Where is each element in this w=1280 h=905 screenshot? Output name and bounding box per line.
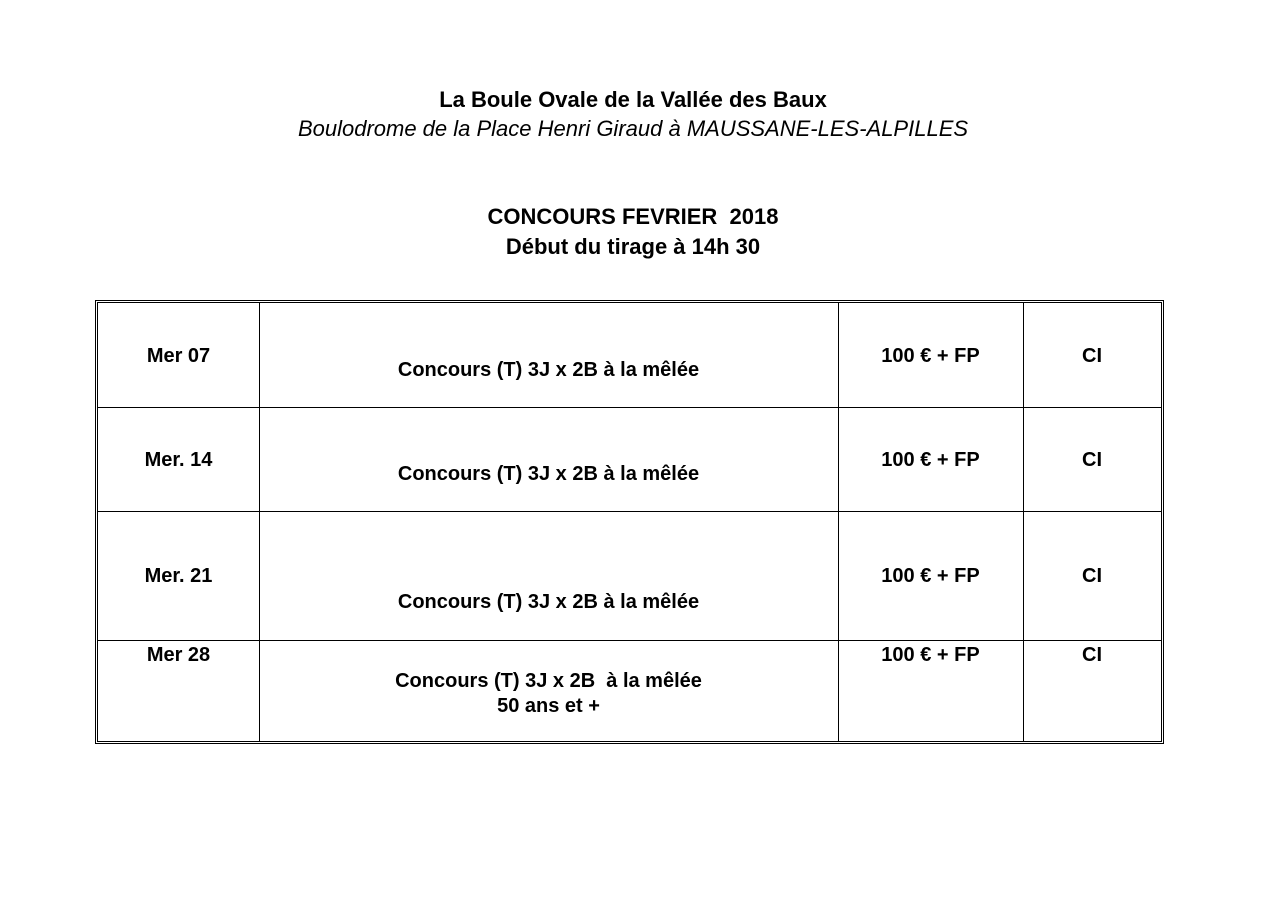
prize-cell <box>838 303 1024 407</box>
type-text: CI <box>1082 449 1102 471</box>
prize-text: 100 € + FP <box>881 345 980 367</box>
description-text: Concours (T) 3J x 2B à la mêlée <box>397 591 700 613</box>
description-note: 50 ans et + <box>497 695 600 717</box>
prize-text: 100 € + FP <box>881 644 980 666</box>
prize-cell <box>838 511 1024 640</box>
event-start-time: Début du tirage à 14h 30 <box>505 234 761 259</box>
date-cell <box>98 303 260 407</box>
date-cell <box>98 407 260 511</box>
schedule-table <box>95 300 1164 744</box>
page-title: La Boule Ovale de la Vallée des Baux <box>439 87 827 112</box>
description-text: Concours (T) 3J x 2B à la mêlée <box>397 359 700 381</box>
type-cell <box>1023 407 1161 511</box>
type-cell <box>1023 511 1161 640</box>
table-row <box>98 303 1161 408</box>
prize-text: 100 € + FP <box>881 565 980 587</box>
event-title: CONCOURS FEVRIER 2018 <box>487 204 779 229</box>
date-cell <box>98 640 260 741</box>
table-row <box>98 407 1161 512</box>
type-cell <box>1023 303 1161 407</box>
prize-text: 100 € + FP <box>881 449 980 471</box>
type-text: CI <box>1082 644 1102 666</box>
type-text: CI <box>1082 565 1102 587</box>
date-cell <box>98 511 260 640</box>
table-row <box>98 511 1161 641</box>
description-text: Concours (T) 3J x 2B à la mêlée <box>397 463 700 485</box>
description-cell <box>259 407 839 511</box>
type-text: CI <box>1082 345 1102 367</box>
description-text: Concours (T) 3J x 2B à la mêlée <box>395 670 702 692</box>
venue-subtitle: Boulodrome de la Place Henri Giraud à MAUSSANE-LES-ALPILLES <box>297 116 969 141</box>
description-cell <box>259 303 839 407</box>
prize-cell <box>838 407 1024 511</box>
date-text: Mer. 21 <box>144 565 213 587</box>
description-cell <box>259 640 839 741</box>
date-text: Mer 28 <box>146 644 211 666</box>
type-cell <box>1023 640 1161 741</box>
date-text: Mer. 14 <box>144 449 213 471</box>
prize-cell <box>838 640 1024 741</box>
description-cell <box>259 511 839 640</box>
table-row <box>98 640 1161 741</box>
date-text: Mer 07 <box>146 345 211 367</box>
